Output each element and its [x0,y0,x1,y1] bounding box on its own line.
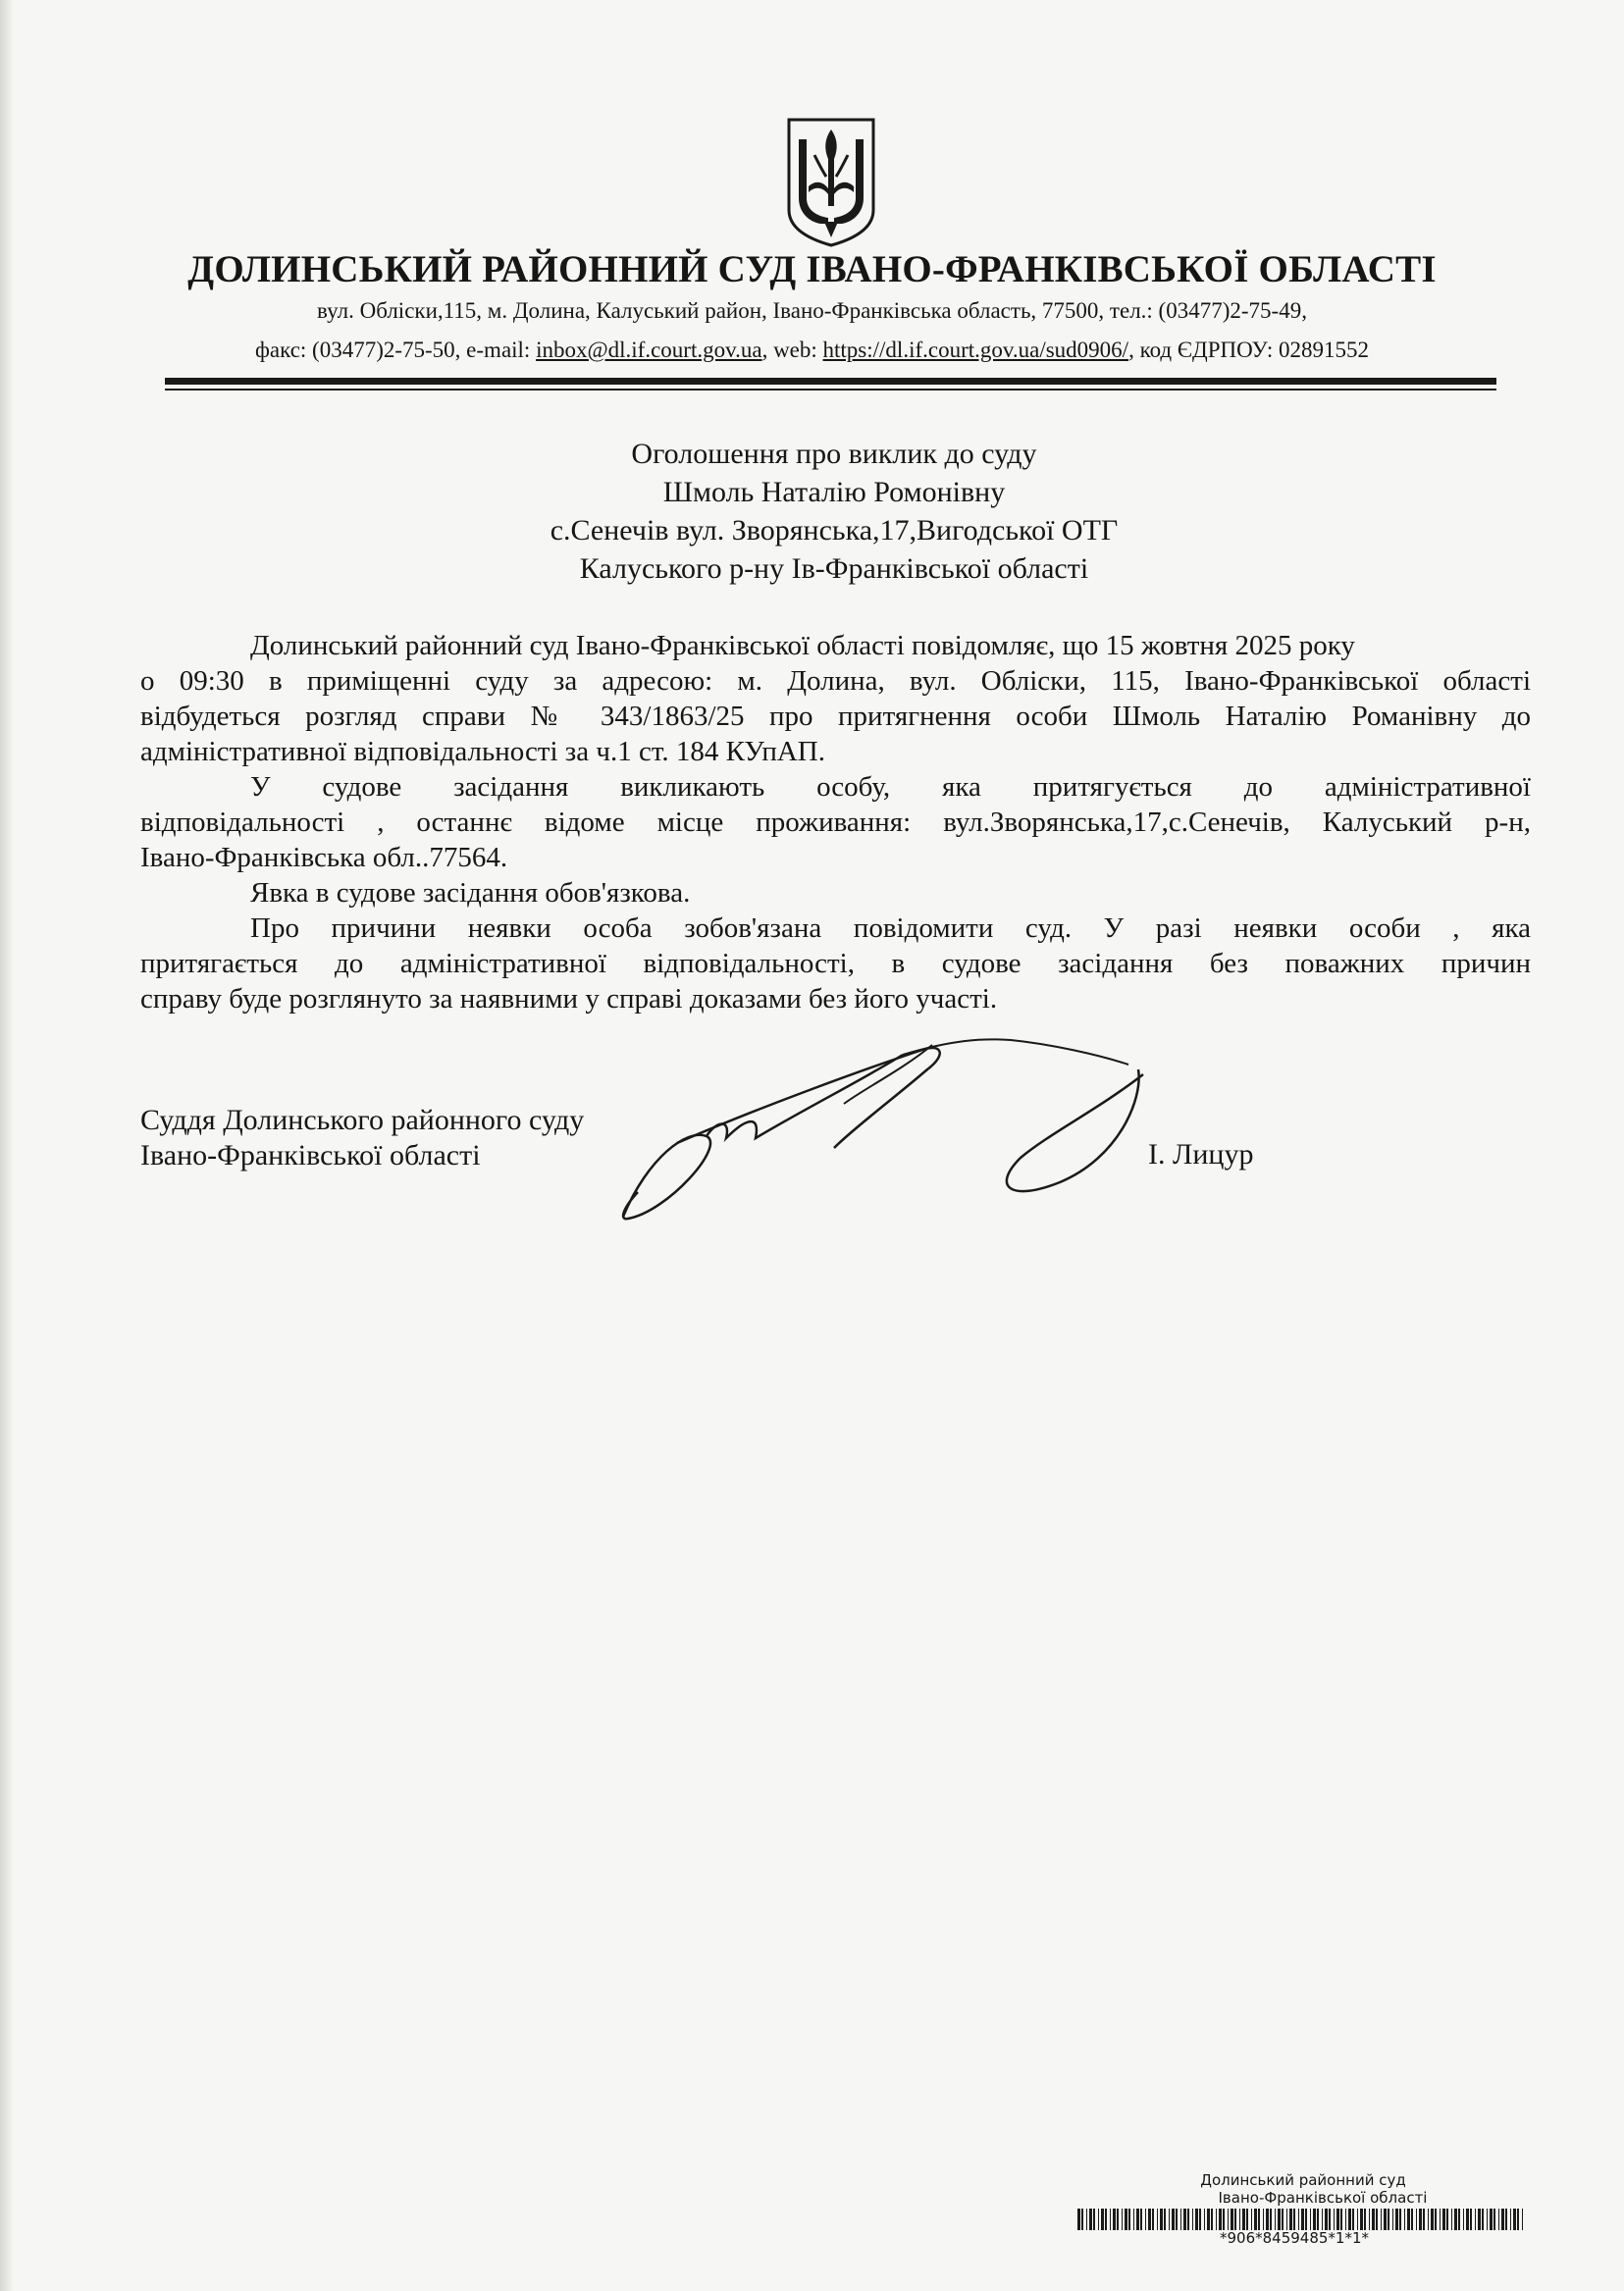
addressee-address: с.Сенечів вул. Зворянська,17,Вигодської ОТГ [550,514,1119,547]
addressee-name: Шмоль Наталію Ромонівну [662,476,1006,508]
stamp-court-name: Долинський районний суд [1200,2171,1406,2189]
judge-title-line-2: Івано-Франківської області [140,1139,481,1172]
website-link[interactable]: https://dl.if.court.gov.ua/sud0906/ [822,338,1129,362]
web-prefix-text: , web: [761,338,823,362]
stamp-region: Івано-Франківської області [1218,2189,1428,2207]
announcement-title-block [294,435,1374,588]
notice-body [140,628,1531,1016]
registration-stamp [1077,2171,1529,2246]
fax-text: факс: (03477)2-75-50, e-mail: [254,338,537,362]
paragraph-4-line-2: притягається до адміністративної відповідальності, в судове засідання без поважних причин [140,948,1531,979]
judge-title-block [140,1103,584,1173]
paragraph-2-line-3: Івано-Франківська обл..77564. [140,842,508,873]
email-link[interactable]: inbox@dl.if.court.gov.ua [536,338,762,362]
barcode-text: *906*8459485*1*1* [1220,2229,1370,2247]
court-contacts [147,338,1477,363]
header-divider-thin [165,389,1496,391]
paragraph-1-line-1: Долинський районний суд Івано-Франківської області повідомляє, що 15 жовтня 2025 року [250,630,1355,661]
header-divider-thick [165,378,1496,385]
judge-title-line-1: Суддя Долинського районного суду [140,1104,585,1136]
announcement-title: Оголошення про виклик до суду [631,438,1037,470]
scan-edge-shadow [0,0,14,2291]
barcode-icon [1077,2209,1529,2230]
paragraph-2-line-1: У судове засідання викликають особу, яка притягується до адміністративної [250,771,1531,803]
paragraph-1-line-2: о 09:30 в приміщенні суду за адресою: м. Долина, вул. Обліски, 115, Івано-Франківської області [140,665,1531,697]
addressee-region: Калуського р-ну Ів-Франківської області [579,552,1089,585]
trident-emblem-icon [785,116,877,249]
paragraph-1-line-4: адміністративної відповідальності за ч.1 ст. 184 КУпАП. [140,736,825,767]
court-address: вул. Обліски,115, м. Долина, Калуський район, Івано-Франківська область, 77500, тел.: (03477)2-75-49, [317,298,1307,323]
judge-name: І. Лицур [1148,1138,1254,1171]
edrpou-text: , код ЄДРПОУ: 02891552 [1128,338,1370,362]
paragraph-2-line-2: відповідальності , останнє відоме місце проживання: вул.Зворянська,17,с.Сенечів, Калуський р-н, [140,807,1531,838]
handwritten-signature-icon [608,1011,1158,1231]
paragraph-4-line-3: справу буде розглянуто за наявними у справі доказами без його участі. [140,983,998,1015]
court-name-heading: ДОЛИНСЬКИЙ РАЙОННИЙ СУД ІВАНО-ФРАНКІВСЬКОЇ ОБЛАСТІ [187,248,1437,290]
paragraph-3: Явка в судове засідання обов'язкова. [250,877,691,909]
paragraph-1-line-3: відбудеться розгляд справи № 343/1863/25 про притягнення особи Шмоль Наталію Романівну до [140,701,1531,732]
paragraph-4-line-1: Про причини неявки особа зобов'язана повідомити суд. У разі неявки особи , яка [250,912,1531,944]
